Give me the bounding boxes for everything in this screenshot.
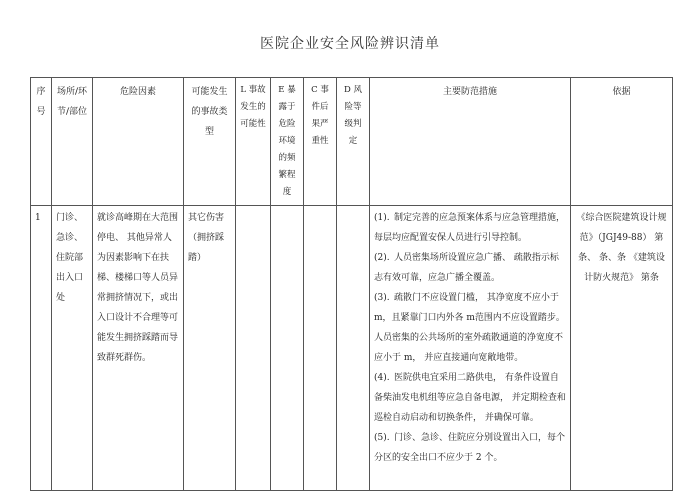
page-title: 医院企业安全风险辨识清单 (260, 36, 440, 52)
cell-accident-type: 其它伤害（拥挤踩踏） (184, 206, 236, 491)
cell-risk-level (337, 206, 370, 491)
cell-location: 门诊、急诊、住院部出入口处 (52, 206, 93, 491)
measure-item: (5). 门诊、急诊、住院应分别设置出入口，每个分区的安全出口不应少于 2 个。 (374, 433, 566, 463)
measure-item: (1). 制定完善的应急预案体系与应急管理措施， 每层均应配置安保人员进行引导控制。 (374, 213, 566, 243)
cell-basis: 《综合医院建筑设计规范》（JGJ49-88） 第条、 条、条 《建筑设计防火规范》 第条 (571, 206, 673, 491)
header-exposure: E 暴露于危险环境的频繁程度 (271, 78, 304, 206)
measure-item: (3). 疏散门不应设置门槛， 其净宽度不应小于 m，且紧靠门口内外各 m范围内不应设置踏步。 人员密集的公共场所的室外疏散通道的净宽度不应小于 m， 并应直接通向宽敞地带。 (374, 293, 565, 363)
risk-identification-table (30, 77, 673, 491)
header-basis: 依据 (571, 78, 673, 206)
header-hazard: 危险因素 (93, 78, 184, 206)
header-likelihood: L 事故发生的可能性 (236, 78, 271, 206)
measure-item: (2). 人员密集场所设置应急广播、 疏散指示标志有效可靠，应急广播全覆盖。 (374, 253, 559, 283)
header-seq: 序号 (31, 78, 52, 206)
cell-hazard: 就诊高峰期在大范围停电、 其他异常人为因素影响下在扶梯、楼梯口等人员异常拥挤情况下，或出入口设计不合理等可能发生拥挤踩踏而导致群死群伤。 (93, 206, 184, 491)
cell-seq: 1 (31, 206, 52, 491)
header-consequence: C 事件后果严重性 (304, 78, 337, 206)
cell-likelihood (236, 206, 271, 491)
table-row (31, 206, 673, 491)
header-location: 场所/环节/部位 (52, 78, 93, 206)
header-measures: 主要防范措施 (370, 78, 571, 206)
header-accident-type: 可能发生的事故类型 (184, 78, 236, 206)
cell-exposure (271, 206, 304, 491)
table-header-row (31, 78, 673, 206)
cell-consequence (304, 206, 337, 491)
measure-item: (4). 医院供电宜采用二路供电， 有条件设置自备柴油发电机组等应急自备电源， 并定期检查和巡检自动启动和切换条件， 并确保可靠。 (374, 373, 566, 423)
header-risk-level: D 风险等级判定 (337, 78, 370, 206)
cell-measures (370, 206, 571, 491)
